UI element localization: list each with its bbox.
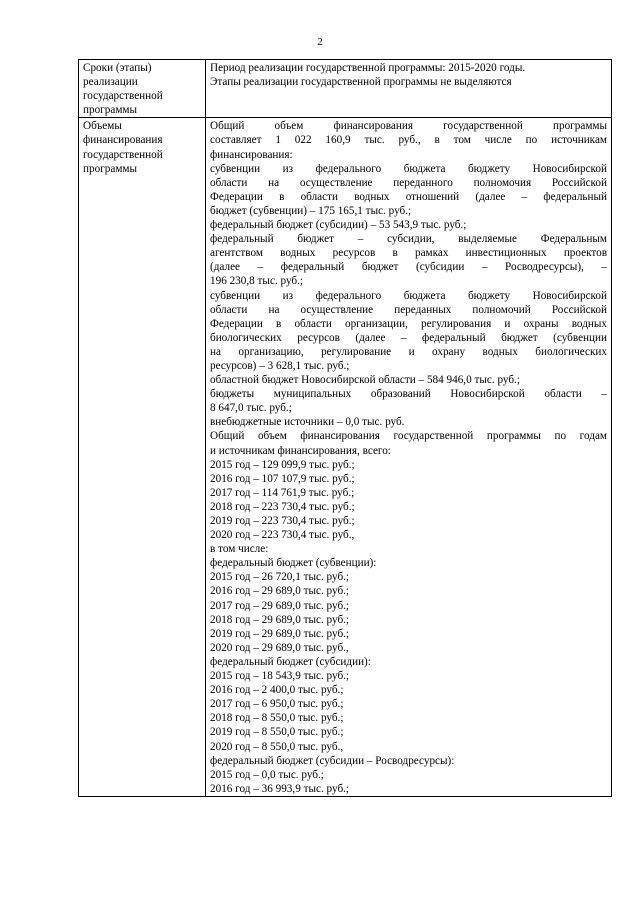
- content-line: финансирования:: [210, 148, 293, 161]
- content-line: федеральный бюджет (субсидии) – 53 543,9 тыс. руб.;: [210, 219, 467, 232]
- content-line: 2018 год – 8 550,0 тыс. руб.;: [210, 712, 344, 725]
- content-line: 2015 год – 26 720,1 тыс. руб.;: [210, 571, 350, 584]
- label-line: Сроки (этапы): [83, 62, 152, 74]
- content-line: 2019 год – 223 730,4 тыс. руб.;: [210, 515, 355, 527]
- content-line: 2016 год – 29 689,0 тыс. руб.;: [210, 585, 350, 598]
- content-line: 2017 год – 6 950,0 тыс. руб.;: [210, 698, 344, 711]
- content-line: 2016 год – 36 993,9 тыс. руб.;: [210, 782, 350, 795]
- content-line: Федерации в области водных отношений (далее – федеральный: [210, 190, 607, 203]
- content-line: области на осуществление переданных полномочий Российской: [210, 303, 607, 316]
- content-line: Общий объем финансирования государственной программы по годам: [210, 430, 607, 443]
- content-line: бюджеты муниципальных образований Новосибирской области –: [210, 388, 607, 401]
- row-label-implementation-period: [79, 60, 206, 118]
- row-content-financing-volume: [206, 118, 612, 797]
- content-line: 2017 год – 29 689,0 тыс. руб.;: [210, 599, 350, 612]
- content-line: в том числе:: [210, 543, 269, 556]
- page-number: 2: [317, 36, 323, 48]
- label-line: финансирования: [83, 134, 163, 147]
- content-line: федеральный бюджет (субвенции):: [210, 557, 377, 570]
- content-line: на организацию, регулирование и охрану водных биологических: [210, 345, 607, 358]
- row-content-implementation-period: [206, 60, 612, 118]
- content-line: 8 647,0 тыс. руб.;: [210, 402, 292, 415]
- content-line: 2015 год – 0,0 тыс. руб.;: [210, 768, 324, 781]
- content-line: области на осуществление переданного полномочия Российской: [210, 176, 607, 189]
- content-line: 2015 год – 129 099,9 тыс. руб.;: [210, 458, 355, 471]
- label-line: Объемы: [83, 120, 122, 133]
- content-line: 2020 год – 29 689,0 тыс. руб.,: [210, 641, 349, 654]
- content-line: бюджет (субвенции) – 175 165,1 тыс. руб.;: [210, 204, 412, 217]
- content-line: агентством водных ресурсов в рамках инвестиционных проектов: [210, 247, 607, 260]
- content-line: федеральный бюджет (субсидии):: [210, 655, 371, 668]
- content-line: биологических ресурсов (далее – федеральный бюджет (субвенции: [210, 331, 607, 344]
- content-line: 2019 год – 29 689,0 тыс. руб.;: [210, 627, 350, 640]
- content-line: 2017 год – 114 761,9 тыс. руб.;: [210, 486, 355, 499]
- content-line: Период реализации государственной программы: 2015-2020 годы.: [210, 62, 526, 74]
- content-line: Этапы реализации государственной программы не выделяются: [210, 76, 512, 89]
- content-line: составляет 1 022 160,9 тыс. руб., в том числе по источникам: [210, 134, 607, 147]
- content-line: и источникам финансирования, всего:: [210, 444, 391, 457]
- label-line: программы: [83, 162, 137, 175]
- content-line: 2016 год – 107 107,9 тыс. руб.;: [210, 472, 355, 485]
- content-line: (далее – федеральный бюджет (субсидии – Росводресурсы), –: [210, 261, 607, 274]
- row-label-financing-volume: [79, 118, 206, 797]
- passport-table: [78, 59, 612, 797]
- content-line: 2018 год – 29 689,0 тыс. руб.;: [210, 613, 350, 626]
- content-line: 2020 год – 223 730,4 тыс. руб.,: [210, 529, 355, 542]
- table-row-implementation-period: [79, 60, 612, 118]
- label-line: реализации: [83, 76, 138, 89]
- label-line: государственной: [83, 90, 163, 103]
- label-line: программы: [83, 104, 137, 117]
- content-line: 2018 год – 223 730,4 тыс. руб.;: [210, 500, 355, 513]
- content-line: Общий объем финансирования государственной программы: [210, 120, 607, 133]
- label-line: государственной: [83, 148, 163, 161]
- content-line: 2020 год – 8 550,0 тыс. руб.,: [210, 740, 344, 753]
- content-line: ресурсов) – 3 628,1 тыс. руб.;: [210, 359, 350, 372]
- content-line: 2019 год – 8 550,0 тыс. руб.;: [210, 726, 344, 739]
- content-line: Федерации в области организации, регулирования и охраны водных: [210, 317, 607, 330]
- content-line: областной бюджет Новосибирской области – 584 946,0 тыс. руб.;: [210, 374, 520, 387]
- table-row-financing-volume: [79, 118, 612, 797]
- content-line: субвенции из федерального бюджета бюджету Новосибирской: [210, 162, 607, 175]
- content-line: внебюджетные источники – 0,0 тыс. руб.: [210, 416, 405, 429]
- content-line: 2015 год – 18 543,9 тыс. руб.;: [210, 670, 350, 683]
- content-line: федеральный бюджет (субсидии – Росводресурсы):: [210, 754, 455, 767]
- content-line: федеральный бюджет – субсидии, выделяемые Федеральным: [210, 233, 607, 246]
- content-line: 2016 год – 2 400,0 тыс. руб.;: [210, 684, 344, 697]
- content-line: 196 230,8 тыс. руб.;: [210, 275, 304, 288]
- content-line: субвенции из федерального бюджета бюджету Новосибирской: [210, 289, 607, 302]
